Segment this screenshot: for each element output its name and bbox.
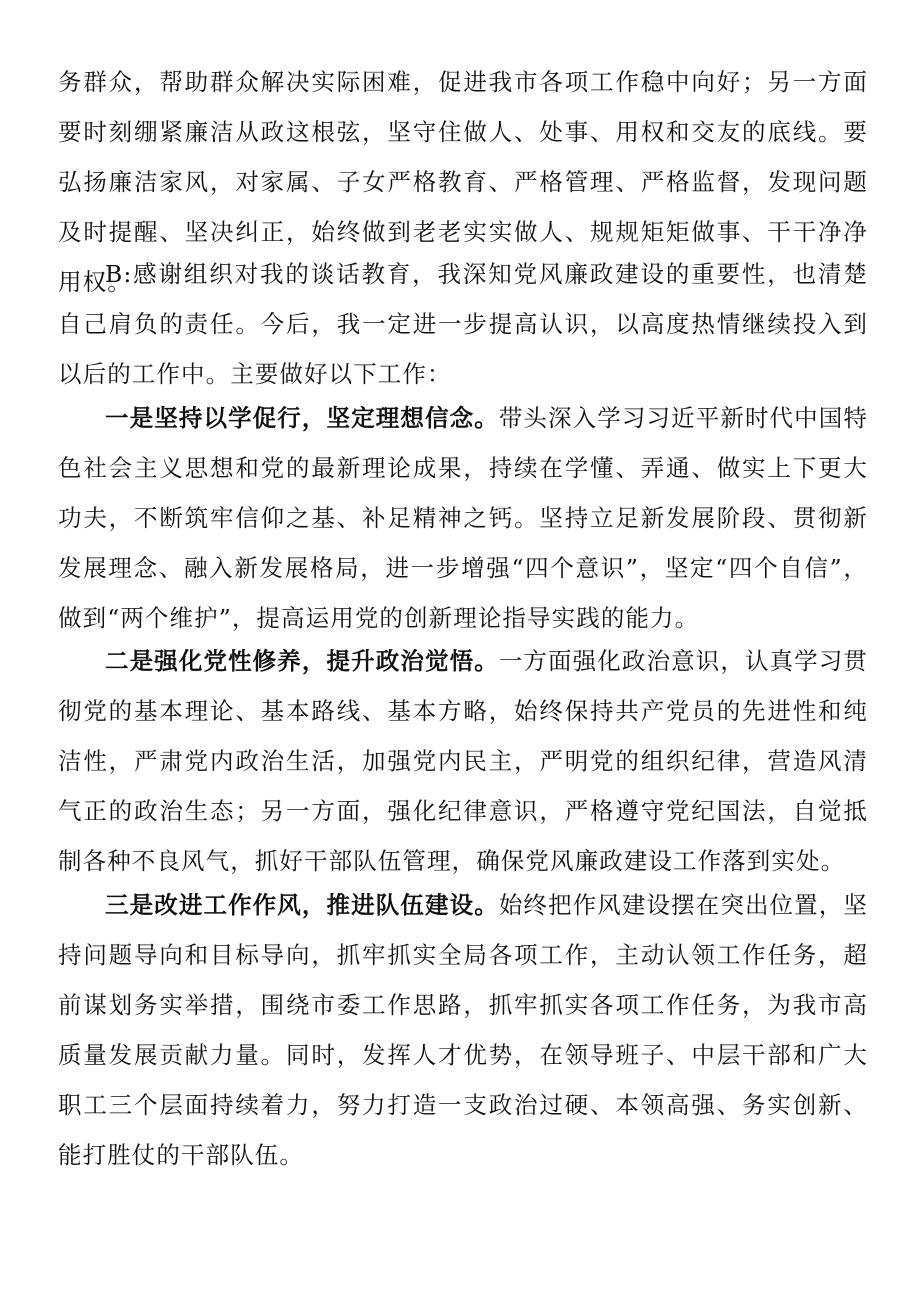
paragraph-heading: 二是强化党性修养，提升政治觉悟。 <box>105 647 499 675</box>
paragraph-text: 带头深入学习习近平新时代中国特色社会主义思想和党的最新理论成果，持续在学懂、弄通、做实上下更大功夫，不断筑牢信仰之基、补足精神之钙。坚持立足新发展阶段、贯彻新发展理念、融入新发展格局，进一步增强“四个意识”，坚定“四个自信”，做到“两个维护”，提高运用党的创新理论指导实践的能力。 <box>58 404 868 632</box>
paragraph-text: B:感谢组织对我的谈话教育，我深知党风廉政建设的重要性，也清楚自己肩负的责任。今后，我一定进一步提高认识，以高度热情继续投入到以后的工作中。主要做好以下工作： <box>58 260 868 388</box>
paragraph-point-two <box>58 636 868 886</box>
paragraph-b-response <box>58 249 868 399</box>
paragraph-text: 始终把作风建设摆在突出位置，坚持问题导向和目标导向，抓牢抓实全局各项工作，主动认领工作任务，超前谋划务实举措，围绕市委工作思路，抓牢抓实各项工作任务，为我市高质量发展贡献力量。同时，发挥人才优势，在领导班子、中层干部和广大职工三个层面持续着力，努力打造一支政治过硬、本领高强、务实创新、能打胜仗的干部队伍。 <box>58 891 868 1169</box>
paragraph-text: 一方面强化政治意识，认真学习贯彻党的基本理论、基本路线、基本方略，始终保持共产党员的先进性和纯洁性，严肃党内政治生活，加强党内民主，严明党的组织纪律，营造风清气正的政治生态；另一方面，强化纪律意识，严格遵守党纪国法，自觉抵制各种不良风气，抓好干部队伍管理，确保党风廉政建设工作落到实处。 <box>58 647 868 875</box>
paragraph-heading: 一是坚持以学促行，坚定理想信念。 <box>105 404 499 432</box>
paragraph-text: 务群众，帮助群众解决实际困难，促进我市各项工作稳中向好；另一方面要时刻绷紧廉洁从政这根弦，坚守住做人、处事、用权和交友的底线。要弘扬廉洁家风，对家属、子女严格教育、严格管理、严格监督，发现问题及时提醒、坚决纠正，始终做到老老实实做人、规规矩矩做事、干干净净用权。 <box>58 68 868 296</box>
paragraph-point-three <box>58 880 868 1180</box>
paragraph-point-one <box>58 393 868 643</box>
paragraph-heading: 三是改进工作作风，推进队伍建设。 <box>105 891 499 919</box>
